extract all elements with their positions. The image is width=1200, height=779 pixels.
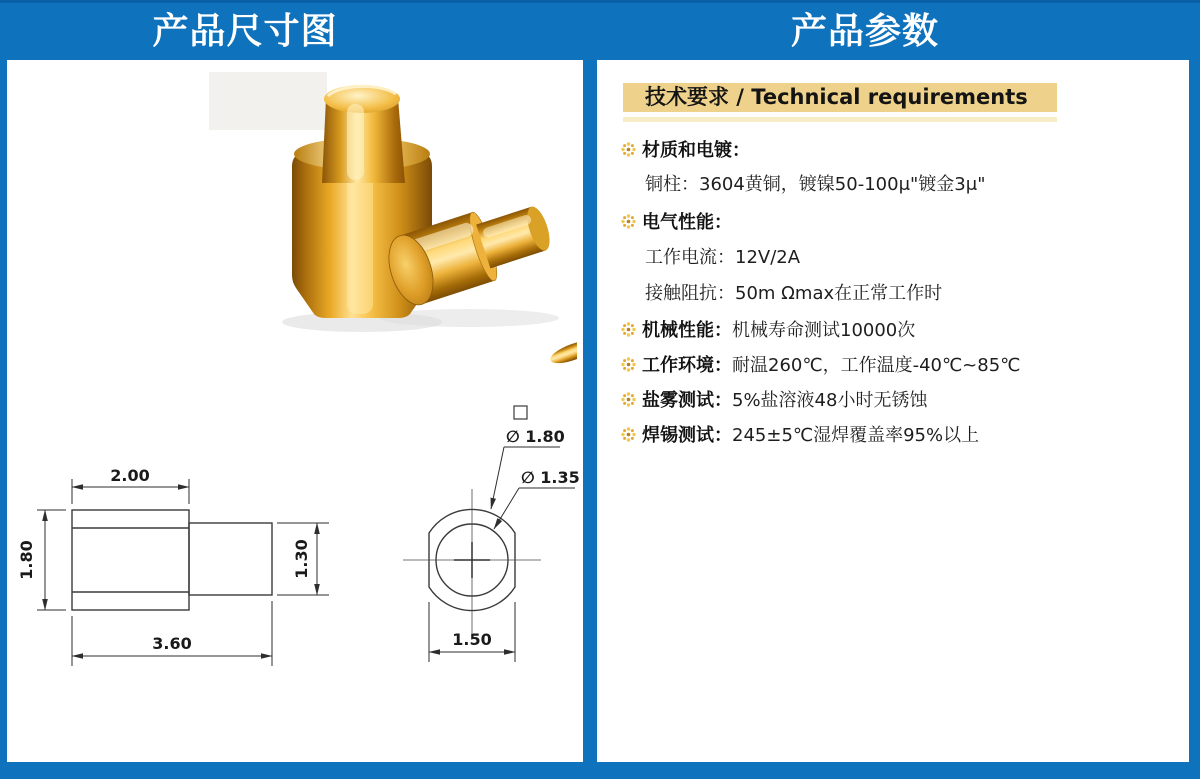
spec-row-current: [621, 243, 1175, 267]
spec-value: 铜柱：3604黄铜，镀镍50-100μ"镀金3μ": [645, 174, 986, 195]
sparkle-bullet-icon: [621, 391, 636, 406]
sparkle-bullet-icon: [621, 426, 636, 441]
dim-body-width: 2.00: [110, 466, 150, 485]
dim-pin-height: 1.30: [292, 539, 311, 579]
spec-row-material-detail: [621, 170, 1175, 194]
spec-value: 耐温260℃，工作温度-40℃~85℃: [732, 355, 1021, 376]
dim-body-height: 1.80: [17, 540, 36, 580]
spec-row-environment: [621, 351, 1175, 375]
sparkle-bullet-icon: [621, 141, 636, 156]
dimension-panel: [7, 60, 583, 762]
photo-background-patch: [209, 72, 327, 130]
right-panel-title: 产品参数: [790, 10, 939, 52]
spec-row-electrical: [621, 208, 1175, 232]
dim-inner-diameter: ∅ 1.35: [521, 468, 580, 487]
sparkle-bullet-icon: [621, 356, 636, 371]
dimension-drawing: [7, 390, 583, 680]
spec-label: 焊锡测试：: [642, 425, 732, 446]
parameters-panel: [597, 60, 1189, 762]
spec-label: 盐雾测试：: [642, 390, 732, 411]
tech-heading-underline: [623, 117, 1057, 122]
left-panel-title: 产品尺寸图: [152, 10, 338, 52]
spec-row-salt-spray: [621, 386, 1175, 410]
spec-label: 机械性能：: [642, 320, 732, 341]
dim-outer-diameter: ∅ 1.80: [506, 427, 565, 446]
spec-value: 245±5℃湿焊覆盖率95%以上: [732, 425, 980, 446]
dim-across-flats: 1.50: [452, 630, 492, 649]
product-photo: [197, 70, 577, 400]
spec-label: 电气性能：: [642, 212, 732, 233]
spec-row-resistance: [621, 279, 1175, 303]
spec-label: 材质和电镀：: [642, 140, 750, 161]
spec-value: 5%盐溶液48小时无锈蚀: [732, 390, 928, 411]
spec-value: 工作电流：12V/2A: [645, 247, 801, 268]
side-view-body: [72, 510, 189, 610]
cropped-pin-sliver: [548, 336, 577, 367]
side-view-pin: [189, 523, 272, 595]
spec-label: 工作环境：: [642, 355, 732, 376]
spec-value: 机械寿命测试10000次: [732, 320, 916, 341]
dim-total-length: 3.60: [152, 634, 192, 653]
tech-requirements-heading: 技术要求 / Technical requirements: [623, 83, 1057, 112]
spec-row-material: [621, 136, 1175, 160]
spec-row-mechanical: [621, 316, 1175, 340]
top-edge-line: [0, 0, 1200, 3]
square-symbol: [514, 406, 527, 419]
spec-value: 接触阻抗：50m Ωmax在正常工作时: [645, 283, 943, 304]
sparkle-bullet-icon: [621, 213, 636, 228]
sparkle-bullet-icon: [621, 321, 636, 336]
spec-row-soldering: [621, 421, 1175, 445]
